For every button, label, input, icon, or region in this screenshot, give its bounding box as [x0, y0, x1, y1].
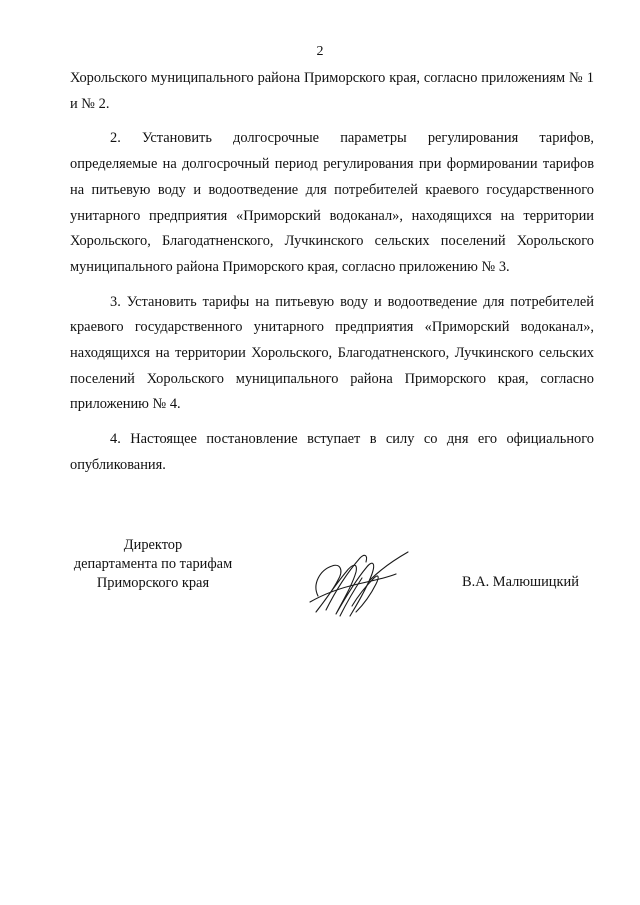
paragraph-item-2: 2. Установить долгосрочные параметры регулирования тарифов, определяемые на долгосрочный период регулирования при формировании тарифов на питьевую воду и водоотведение для потребителей краевого государственного унитарного предприятия «Приморский водоканал», находящихся на территории Хорольского, Благодатненского, Лучкинского сельских поселений Хорольского муниципального района Приморского края, согласно приложению № 3. — [70, 130, 594, 275]
document-body — [70, 66, 594, 479]
page-number: 2 — [316, 44, 324, 59]
paragraph-item-3: 3. Установить тарифы на питьевую воду и водоотведение для потребителей краевого государственного унитарного предприятия «Приморский водоканал», находящихся на территории Хорольского, Благодатненского, Лучкинского сельских поселений Хорольского муниципального района Приморского края, согласно приложению № 4. — [70, 293, 594, 413]
signatory-name: В.А. Малюшицкий — [462, 574, 579, 590]
handwritten-signature — [300, 544, 412, 620]
signature-block — [0, 536, 640, 626]
paragraph-continuation: Хорольского муниципального района Приморского края, согласно приложениям № 1 и № 2. — [70, 70, 594, 112]
paragraph-item-4: 4. Настоящее постановление вступает в силу со дня его официального опубликования. — [70, 431, 594, 473]
signatory-title-line-3: Приморского края — [96, 575, 210, 591]
signatory-title-line-1: Директор — [123, 537, 183, 553]
signatory-title — [58, 536, 248, 593]
signatory-title-line-2: департамента по тарифам — [73, 556, 233, 572]
